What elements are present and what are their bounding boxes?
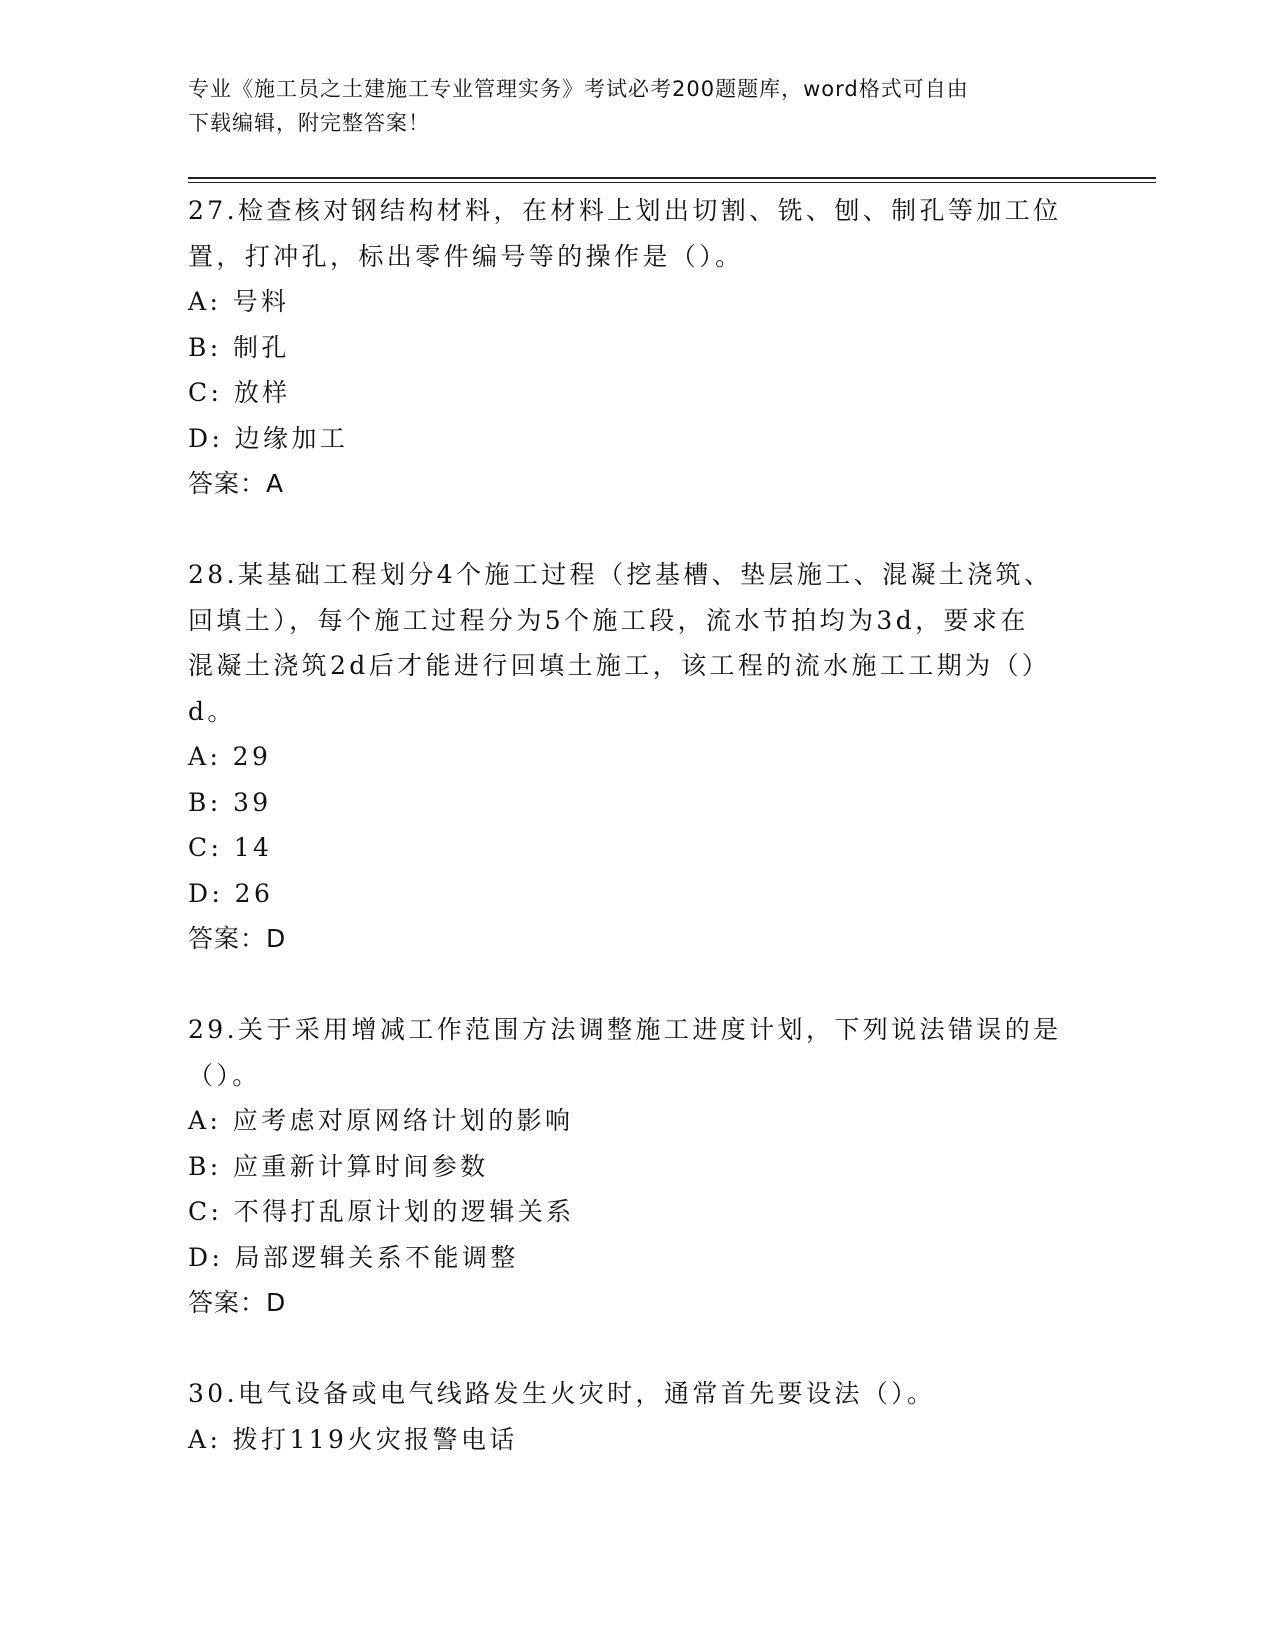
option-a [188, 279, 1088, 325]
option-text: 制孔 [232, 332, 290, 362]
option-letter: A: [188, 287, 222, 316]
document-header [188, 72, 1068, 140]
question-stem-line: 28.某基础工程划分4个施工过程（挖基槽、垫层施工、混凝土浇筑、 [188, 560, 1053, 589]
option-letter: B: [188, 1151, 222, 1181]
option-text: 放样 [233, 378, 291, 407]
question-stem-line: 30.电气设备或电气线路发生火灾时，通常首先要设法（）。 [188, 1379, 936, 1408]
answer: 答案：A [188, 469, 285, 498]
option-text: 号料 [232, 287, 290, 316]
header-divider-thin [188, 182, 1156, 183]
spacer [188, 507, 1088, 553]
option-text: 29 [232, 742, 272, 771]
header-line-1: 专业《施工员之土建施工专业管理实务》考试必考200题题库，word格式可自由 [188, 77, 969, 101]
option-text: 不得打乱原计划的逻辑关系 [233, 1197, 575, 1226]
question-list [188, 188, 1088, 1462]
option-a [188, 1417, 1088, 1463]
question-stem-line: 27.检查核对钢结构材料，在材料上划出切割、铣、刨、制孔等加工位 [188, 196, 1062, 225]
question-stem-line: （）。 [188, 1060, 261, 1090]
option-text: 应考虑对原网络计划的影响 [232, 1106, 574, 1135]
option-letter: A: [188, 1424, 222, 1454]
option-d [188, 871, 1088, 917]
answer: 答案：D [188, 924, 287, 953]
question-27 [188, 188, 1088, 507]
question-stem-line: 回填土），每个施工过程分为5个施工段，流水节拍均为3d，要求在 [188, 605, 1029, 635]
spacer [188, 1326, 1088, 1372]
option-text: 边缘加工 [234, 423, 349, 453]
option-letter: A: [188, 1106, 222, 1135]
option-text: 局部逻辑关系不能调整 [234, 1242, 519, 1272]
option-d [188, 1235, 1088, 1281]
option-text: 39 [232, 787, 272, 817]
question-stem-line: 混凝土浇筑2d后才能进行回填土施工，该工程的流水施工工期为（） [188, 651, 1051, 680]
option-a [188, 734, 1088, 780]
option-c [188, 1189, 1088, 1235]
option-c [188, 825, 1088, 871]
header-line-2: 下载编辑，附完整答案！ [188, 111, 430, 135]
spacer [188, 962, 1088, 1008]
option-letter: B: [188, 332, 222, 362]
option-letter: C: [188, 833, 223, 862]
option-c [188, 370, 1088, 416]
answer: 答案：D [188, 1288, 287, 1317]
option-b [188, 1144, 1088, 1190]
option-a [188, 1098, 1088, 1144]
option-b [188, 780, 1088, 826]
question-stem-line: d。 [188, 696, 236, 726]
option-letter: B: [188, 787, 222, 817]
option-text: 26 [234, 878, 274, 908]
option-b [188, 325, 1088, 371]
option-letter: A: [188, 742, 222, 771]
option-letter: D: [188, 1242, 224, 1272]
option-letter: D: [188, 423, 224, 453]
header-divider-thick [188, 177, 1156, 179]
option-d [188, 416, 1088, 462]
question-28 [188, 552, 1088, 962]
option-letter: D: [188, 878, 224, 908]
option-text: 拨打119火灾报警电话 [232, 1424, 518, 1454]
option-text: 14 [233, 833, 273, 862]
question-stem-line: 29.关于采用增减工作范围方法调整施工进度计划，下列说法错误的是 [188, 1015, 1062, 1044]
option-letter: C: [188, 1197, 223, 1226]
question-29 [188, 1007, 1088, 1326]
option-text: 应重新计算时间参数 [232, 1151, 489, 1181]
option-letter: C: [188, 378, 223, 407]
question-30 [188, 1371, 1088, 1462]
question-stem-line: 置，打冲孔，标出零件编号等的操作是（）。 [188, 241, 744, 271]
